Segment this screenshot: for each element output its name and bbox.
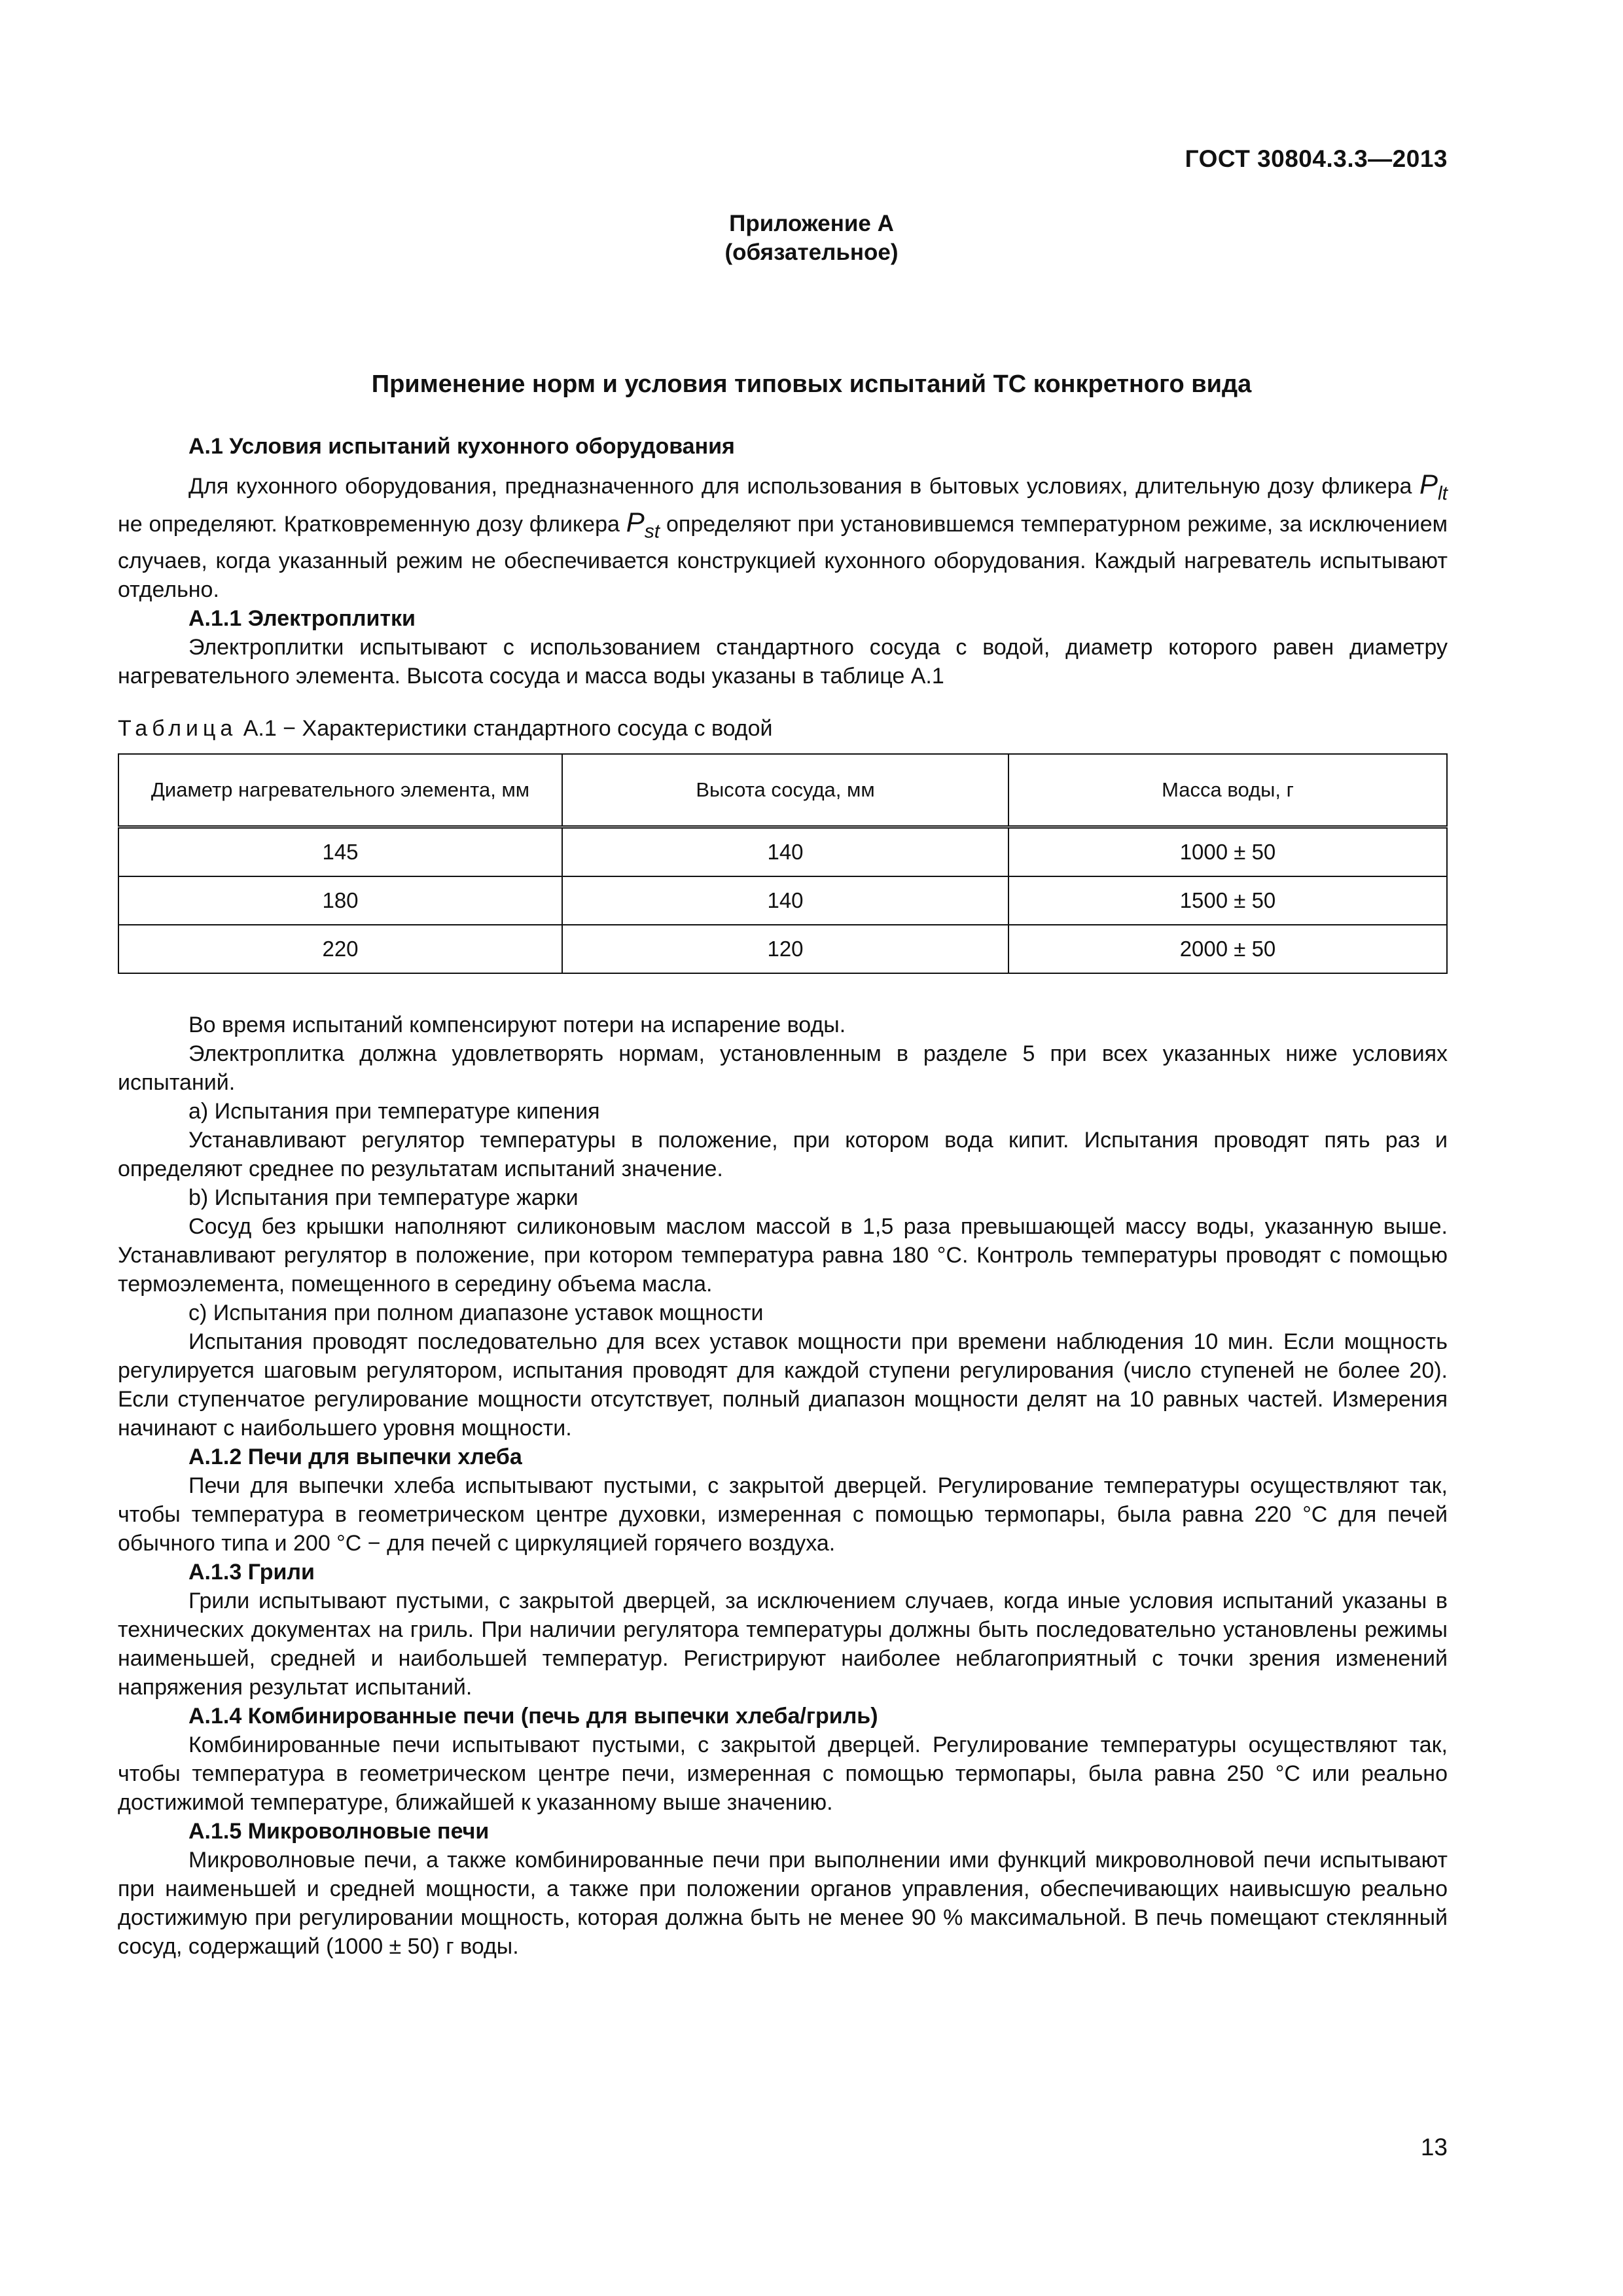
vessel-characteristics-table [118, 753, 1448, 974]
document-body [118, 432, 1448, 1961]
text-fragment: Для кухонного оборудования, предназначенного для использования в бытовых условиях, длительную дозу фликера [188, 474, 1419, 499]
table-cell: 2000 ± 50 [1008, 925, 1447, 973]
annex-main-title: Применение норм и условия типовых испытаний ТС конкретного вида [371, 370, 1252, 398]
table-cell: 1500 ± 50 [1008, 876, 1447, 925]
column-header-diameter: Диаметр нагревательного элемента, мм [118, 754, 562, 827]
symbol-pst [626, 507, 660, 543]
compliance-paragraph: Электроплитка должна удовлетворять нормам, установленным в разделе 5 при всех указанных ниже условиях испытаний. [118, 1041, 1448, 1095]
table-caption-word: Таблица [118, 715, 238, 741]
section-a11-paragraph: Электроплитки испытывают с использованием стандартного сосуда с водой, диаметр которого равен диаметру нагревательного элемента. Высота сосуда и масса воды указаны в таблице А.1 [118, 634, 1448, 689]
section-a14-heading: А.1.4 Комбинированные печи (печь для выпечки хлеба/гриль) [188, 1703, 878, 1729]
table-cell: 140 [562, 876, 1008, 925]
symbol-letter: P [626, 507, 645, 538]
table-cell: 140 [562, 827, 1008, 876]
table-caption-text: А.1 − Характеристики стандартного сосуда с водой [237, 715, 773, 741]
text-fragment: не определяют. Кратковременную дозу фликера [118, 512, 626, 537]
standard-designation: ГОСТ 30804.3.3—2013 [1185, 145, 1448, 172]
section-a13-heading: А.1.3 Грили [188, 1559, 315, 1585]
section-a14-paragraph: Комбинированные печи испытывают пустыми, с закрытой дверцей. Регулирование температуры осуществляют так, чтобы температура в геометрическом центре печи, измеренная с помощью термопары, была равна 250 °С или реально достижимой температуре, ближайшей к указанному выше значению. [118, 1732, 1448, 1815]
section-a15-paragraph: Микроволновые печи, а также комбинированные печи при выполнении ими функций микроволновой печи испытывают при наименьшей и средней мощности, а также при положении органов управления, обеспечивающих наивысшую реально достижимую при регулировании мощность, которая должна быть не менее 90 % максимальной. В печь помещают стеклянный сосуд, содержащий (1000 ± 50) г воды. [118, 1847, 1448, 1959]
section-a15-heading: А.1.5 Микроволновые печи [188, 1818, 490, 1844]
evaporation-paragraph: Во время испытаний компенсируют потери на испарение воды. [188, 1012, 846, 1037]
table-row [118, 876, 1447, 925]
symbol-plt [1419, 469, 1448, 505]
test-c-paragraph: Испытания проводят последовательно для всех уставок мощности при времени наблюдения 10 мин. Если мощность регулируется шаговым регулятором, испытания проводят для каждой ступени регулирования (число ступеней не более 20). Если ступенчатое регулирование мощности отсутствует, полный диапазон мощности делят на 10 равных частей. Измерения начинают с наибольшего уровня мощности. [118, 1329, 1448, 1441]
test-b-paragraph: Сосуд без крышки наполняют силиконовым маслом массой в 1,5 раза превышающей массу воды, указанную выше. Устанавливают регулятор в положение, при котором температура равна 180 °С. Контроль температуры проводят с помощью термоэлемента, помещенного в середину объема масла. [118, 1213, 1448, 1297]
table-caption [118, 714, 1448, 743]
section-a12-heading: А.1.2 Печи для выпечки хлеба [188, 1444, 522, 1469]
table-cell: 1000 ± 50 [1008, 827, 1447, 876]
column-header-height: Высота сосуда, мм [562, 754, 1008, 827]
table-row [118, 925, 1447, 973]
annex-status: (обязательное) [724, 240, 899, 265]
test-a-paragraph: Устанавливают регулятор температуры в положение, при котором вода кипит. Испытания проводят пять раз и определяют среднее по результатам испытаний значение. [118, 1127, 1448, 1181]
page-number: 13 [1420, 2134, 1448, 2161]
symbol-letter: P [1419, 469, 1438, 499]
table-cell: 120 [562, 925, 1008, 973]
text-fragment: определяют при установившемся температурном режиме, за исключением случаев, когда указанный режим не обеспечивается конструкцией кухонного оборудования. Каждый нагреватель испытывают отдельно. [118, 512, 1448, 602]
column-header-water-mass: Масса воды, г [1008, 754, 1447, 827]
table-cell: 145 [118, 827, 562, 876]
table-cell: 220 [118, 925, 562, 973]
annex-title: Приложение А [729, 211, 894, 236]
table-header-row [118, 754, 1447, 827]
section-a1-heading: А.1 Условия испытаний кухонного оборудования [188, 434, 735, 459]
section-a13-paragraph: Грили испытывают пустыми, с закрытой дверцей, за исключением случаев, когда иные условия испытаний указаны в технических документах на гриль. При наличии регулятора температуры должны быть последовательно установлены режимы наименьшей, средней и наибольшей температур. Регистрируют наиболее неблагоприятный с точки зрения изменений напряжения результат испытаний. [118, 1588, 1448, 1700]
symbol-subscript: lt [1438, 482, 1448, 505]
section-a12-paragraph: Печи для выпечки хлеба испытывают пустыми, с закрытой дверцей. Регулирование температуры осуществляют так, чтобы температура в геометрическом центре духовки, измеренная с помощью термопары, была равна 220 °С для печей обычного типа и 200 °С − для печей с циркуляцией горячего воздуха. [118, 1473, 1448, 1556]
section-a1-paragraph [118, 470, 1448, 604]
section-a11-heading: А.1.1 Электроплитки [188, 605, 416, 631]
table-row [118, 827, 1447, 876]
table-cell: 180 [118, 876, 562, 925]
test-a-heading: а) Испытания при температуре кипения [188, 1098, 600, 1124]
test-b-heading: b) Испытания при температуре жарки [188, 1185, 579, 1210]
test-c-heading: с) Испытания при полном диапазоне уставок мощности [188, 1300, 764, 1325]
symbol-subscript: st [644, 520, 660, 543]
